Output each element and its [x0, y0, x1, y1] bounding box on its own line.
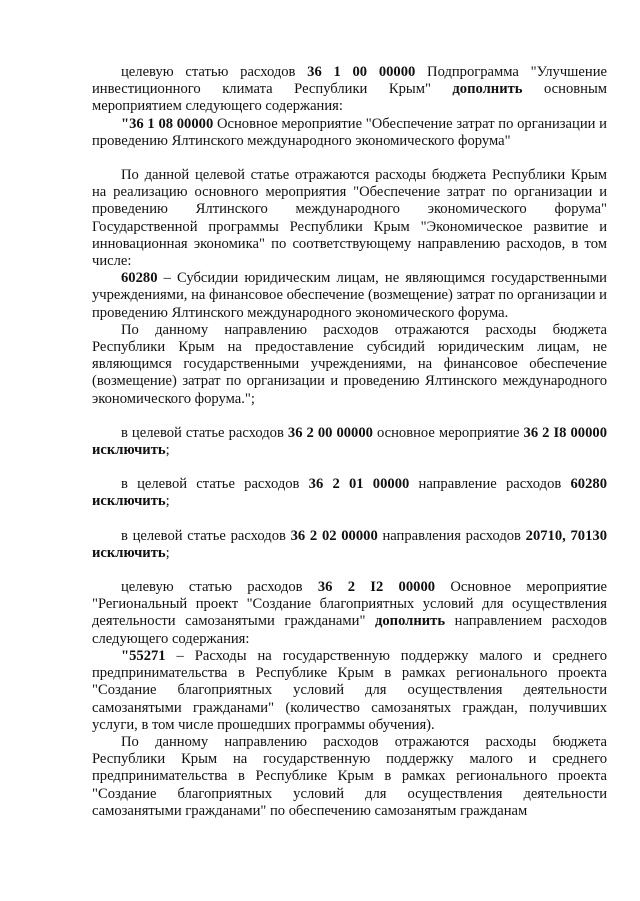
text-run: Подпрограмма "Улучшение инвестиционного климата Республики Крым" [92, 64, 607, 98]
bold-text-run: 60280 [121, 270, 158, 287]
bold-text-run: дополнить [374, 613, 446, 630]
bold-text-run: 60280 исключить [92, 476, 607, 510]
bold-text-run: " [121, 115, 130, 132]
paragraph-p5 [92, 322, 607, 408]
bold-text-run: 36 2 I2 00000 [317, 579, 436, 596]
paragraph-spacer [92, 150, 607, 167]
bold-text-run: 20710, 70130 исключить [92, 527, 607, 561]
text-run: По данной целевой статье отражаются расходы бюджета Республики Крым на реализацию основного мероприятия "Обеспечение затрат по организации и проведению Ялтинского международного экономического форума" Государственной программы Республики Крым "Экономическое развитие и инновационная экономика" по соответствующему направлению расходов, в том числе: [92, 167, 607, 270]
paragraph-p6 [92, 425, 607, 459]
text-run: целевую статью расходов [121, 579, 318, 596]
text-run: Основное мероприятие "Обеспечение затрат по организации и проведению Ялтинского международного экономического форума" [92, 115, 607, 149]
text-run: Основное мероприятие "Региональный проект "Создание благоприятных условий для осуществления деятельности самозанятыми гражданами" [92, 579, 607, 630]
text-run: ; [165, 544, 170, 561]
bold-text-run: 36 1 08 00000 [129, 115, 214, 132]
paragraph-p9 [92, 579, 607, 648]
bold-text-run: 36 2 02 00000 [290, 527, 378, 544]
text-run: в целевой статье расходов [121, 476, 309, 493]
paragraph-p10 [92, 648, 607, 734]
bold-text-run: "55271 [121, 647, 166, 664]
bold-text-run: 36 2 01 00000 [308, 476, 410, 493]
text-run: – Расходы на государственную поддержку малого и среднего предпринимательства в Республике Крым в рамках регионального проекта "Создание благоприятных условий для осуществления деятельности самозанятыми гражданами" (количество самозанятых граждан, получивших услуги, в том числе прошедших программы обучения). [92, 647, 607, 733]
text-run: направления расходов [377, 527, 526, 544]
paragraph-p3 [92, 167, 607, 270]
bold-text-run: 36 2 I8 00000 исключить [92, 424, 607, 459]
paragraph-p1 [92, 64, 607, 116]
text-run: ; [165, 493, 170, 510]
text-run: в целевой статье расходов [121, 527, 291, 544]
document-page [92, 64, 607, 820]
text-run: в целевой статье расходов [121, 424, 288, 441]
paragraph-p11 [92, 734, 607, 820]
text-run: целевую статью расходов [121, 64, 308, 80]
text-run: По данному направлению расходов отражаются расходы бюджета Республики Крым на предоставление субсидий юридическим лицам, не являющимся государственными учреждениями, на финансовое обеспечение (возмещение) затрат по организации и проведению Ялтинского международного экономического форума."; [92, 321, 607, 407]
bold-text-run: 36 1 00 00000 [307, 64, 416, 80]
paragraph-spacer [92, 408, 607, 425]
paragraph-p8 [92, 528, 607, 562]
bold-text-run: дополнить [452, 81, 523, 98]
text-run: основным мероприятием следующего содержания: [92, 81, 607, 115]
text-run: – Субсидии юридическим лицам, не являющимся государственными учреждениями, на финансовое обеспечение (возмещение) затрат по организации и проведению Ялтинского международного экономического форума. [92, 270, 607, 321]
text-run: направлением расходов следующего содержания: [92, 613, 607, 647]
paragraph-p2 [92, 116, 607, 150]
paragraph-spacer [92, 459, 607, 476]
paragraph-p4 [92, 270, 607, 322]
text-run: ; [165, 442, 170, 459]
paragraph-spacer [92, 511, 607, 528]
bold-text-run: 36 2 00 00000 [287, 424, 373, 441]
paragraph-spacer [92, 562, 607, 579]
text-run: основное мероприятие [372, 424, 524, 441]
text-run: По данному направлению расходов отражаются расходы бюджета Республики Крым на государственную поддержку малого и среднего предпринимательства в Республике Крым в рамках регионального проекта "Создание благоприятных условий для осуществления деятельности самозанятыми гражданами" по обеспечению самозанятым гражданам [92, 733, 607, 819]
paragraph-p7 [92, 476, 607, 510]
text-run: направление расходов [409, 476, 571, 493]
